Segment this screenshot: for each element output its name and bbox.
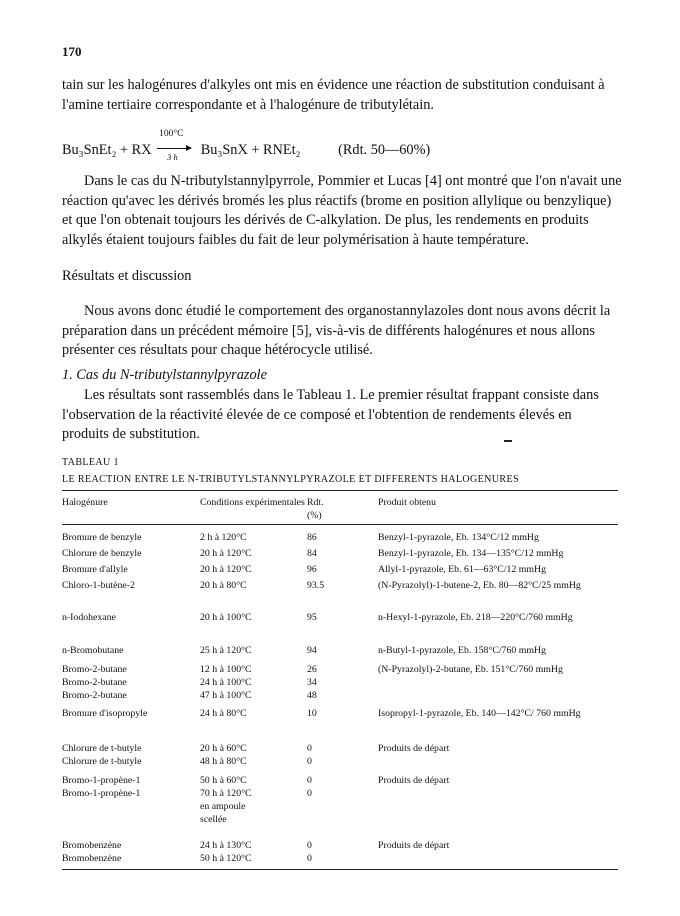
cell-produit: Isopropyl-1-pyrazole, Eb. 140—142°C/ 760 mmHg — [378, 708, 581, 719]
cell-halogenure: Bromo-1-propène-1 — [62, 788, 141, 799]
cell-halogenure: n-Iodohexane — [62, 612, 116, 623]
cell-conditions: 47 h à 100°C — [200, 690, 252, 701]
cell-conditions: 50 h à 120°C — [200, 853, 252, 864]
section-heading: Résultats et discussion — [62, 268, 192, 284]
cell-rdt: 34 — [307, 677, 317, 688]
cell-produit: n-Hexyl-1-pyrazole, Eb. 218—220°C/760 mmHg — [378, 612, 573, 623]
cell-conditions: 24 h à 100°C — [200, 677, 252, 688]
cell-conditions: 24 h à 130°C — [200, 840, 252, 851]
cell-rdt: 84 — [307, 548, 317, 559]
cell-halogenure: Bromobenzène — [62, 853, 122, 864]
cell-rdt: 0 — [307, 743, 312, 754]
header-produit: Produit obtenu — [378, 497, 436, 508]
cell-conditions: 20 h à 60°C — [200, 743, 247, 754]
intro-paragraph — [62, 76, 622, 115]
cell-conditions: 20 h à 120°C — [200, 564, 252, 575]
cell-rdt: 0 — [307, 853, 312, 864]
cell-halogenure: Chlorure de t-butyle — [62, 756, 142, 767]
cell-rdt: 95 — [307, 612, 317, 623]
intro-paragraph-text: tain sur les halogénures d'alkyles ont mis en évidence une réaction de substitution conduisant à l'amine tertiaire correspondante et à l'halogénure de tributylétain. — [62, 77, 605, 113]
header-rdt: Rdt. (%) — [307, 497, 324, 521]
arrow-icon — [157, 148, 191, 149]
cell-halogenure: Bromobenzène — [62, 840, 122, 851]
ink-mark — [504, 440, 512, 442]
equation-reactants: Bu₃SnEt₂ + RX — [62, 142, 152, 158]
table-title: LE REACTION ENTRE LE N-TRIBUTYLSTANNYLPYRAZOLE ET DIFFERENTS HALOGENURES — [62, 474, 519, 485]
cell-halogenure: Chlorure de t-butyle — [62, 743, 142, 754]
cell-conditions: 70 h à 120°C — [200, 788, 252, 799]
cell-conditions: 50 h à 60°C — [200, 775, 247, 786]
cell-conditions: 20 h à 100°C — [200, 612, 252, 623]
cell-halogenure: Bromo-2-butane — [62, 664, 127, 675]
cell-rdt: 0 — [307, 775, 312, 786]
cell-halogenure: Bromure d'allyle — [62, 564, 128, 575]
header-conditions: Conditions expérimentales — [200, 497, 305, 508]
table-header-rule — [62, 524, 618, 525]
reaction-temperature: 100°C — [159, 129, 184, 139]
cell-conditions-extra: en ampoule scellée — [200, 801, 246, 825]
subsection-heading: 1. Cas du N-tributylstannylpyrazole — [62, 367, 267, 383]
cell-rdt: 94 — [307, 645, 317, 656]
results-paragraph-text: Les résultats sont rassemblés dans le Tableau 1. Le premier résultat frappant consiste dans l'observation de la réactivité élevée de ce composé et l'obtention de rendements élevés en produits de substitution. — [62, 387, 599, 442]
cell-produit: Benzyl-1-pyrazole, Eb. 134—135°C/12 mmHg — [378, 548, 564, 559]
cell-halogenure: Bromure d'isopropyle — [62, 708, 148, 719]
cell-conditions: 20 h à 120°C — [200, 548, 252, 559]
cell-conditions: 12 h à 100°C — [200, 664, 252, 675]
cell-produit: n-Butyl-1-pyrazole, Eb. 158°C/760 mmHg — [378, 645, 546, 656]
cell-rdt: 26 — [307, 664, 317, 675]
cell-produit: Benzyl-1-pyrazole, Eb. 134°C/12 mmHg — [378, 532, 539, 543]
cell-halogenure: Bromo-1-propène-1 — [62, 775, 141, 786]
cell-rdt: 96 — [307, 564, 317, 575]
page-number: 170 — [62, 44, 82, 59]
cell-rdt: 93.5 — [307, 580, 325, 591]
table-label: TABLEAU 1 — [62, 457, 119, 468]
reaction-equation — [62, 129, 431, 162]
cell-rdt: 0 — [307, 840, 312, 851]
equation-yield: (Rdt. 50—60%) — [338, 142, 431, 158]
cell-halogenure: n-Bromobutane — [62, 645, 124, 656]
header-halogenure: Halogénure — [62, 497, 108, 508]
cell-rdt: 0 — [307, 756, 312, 767]
cell-halogenure: Bromure de benzyle — [62, 532, 142, 543]
cell-halogenure: Chlorure de benzyle — [62, 548, 142, 559]
cell-conditions: 20 h à 80°C — [200, 580, 247, 591]
cell-conditions: 25 h à 120°C — [200, 645, 252, 656]
equation-products: Bu₃SnX + RNEt₂ — [200, 142, 301, 158]
reaction-time: 3 h — [167, 152, 178, 162]
cell-produit: (N-Pyrazolyl)-1-butene-2, Eb. 80—82°C/25 mmHg — [378, 580, 581, 591]
table-top-rule — [62, 490, 618, 491]
cell-produit: Allyl-1-pyrazole, Eb. 61—63°C/12 mmHg — [378, 564, 546, 575]
table-bottom-rule — [62, 869, 618, 870]
cell-produit: Produits de départ — [378, 775, 450, 786]
cell-produit: (N-Pyrazolyl)-2-butane, Eb. 151°C/760 mmHg — [378, 664, 563, 675]
cell-conditions: 2 h à 120°C — [200, 532, 247, 543]
study-paragraph-text: Nous avons donc étudié le comportement des organostannylazoles dont nous avons décrit la préparation dans un précédent mémoire [5], vis-à-vis de différents halogénures et nous allons présenter ces résultats pour chaque hétérocycle utilisé. — [62, 303, 611, 358]
cell-conditions: 48 h à 80°C — [200, 756, 247, 767]
cell-halogenure: Bromo-2-butane — [62, 690, 127, 701]
results-paragraph — [62, 386, 622, 445]
cell-conditions: 24 h à 80°C — [200, 708, 247, 719]
cell-produit: Produits de départ — [378, 743, 450, 754]
cell-rdt: 0 — [307, 788, 312, 799]
cell-halogenure: Chloro-1-butène-2 — [62, 580, 135, 591]
pommier-paragraph — [62, 172, 622, 250]
cell-rdt: 10 — [307, 708, 317, 719]
cell-rdt: 48 — [307, 690, 317, 701]
cell-halogenure: Bromo-2-butane — [62, 677, 127, 688]
study-paragraph — [62, 302, 622, 361]
pommier-paragraph-text: Dans le cas du N-tributylstannylpyrrole, Pommier et Lucas [4] ont montré que l'on n'avait une réaction qu'avec les dérivés bromés les plus réactifs (brome en position allylique ou benzylique) et que l'on obtenait toujours les dérivés de C-alkylation. De plus, les rendements en produits alkylés étaient toujours faibles du fait de leur polymérisation à haute température. — [62, 173, 622, 248]
reaction-arrow — [157, 129, 195, 162]
cell-rdt: 86 — [307, 532, 317, 543]
cell-produit: Produits de départ — [378, 840, 450, 851]
